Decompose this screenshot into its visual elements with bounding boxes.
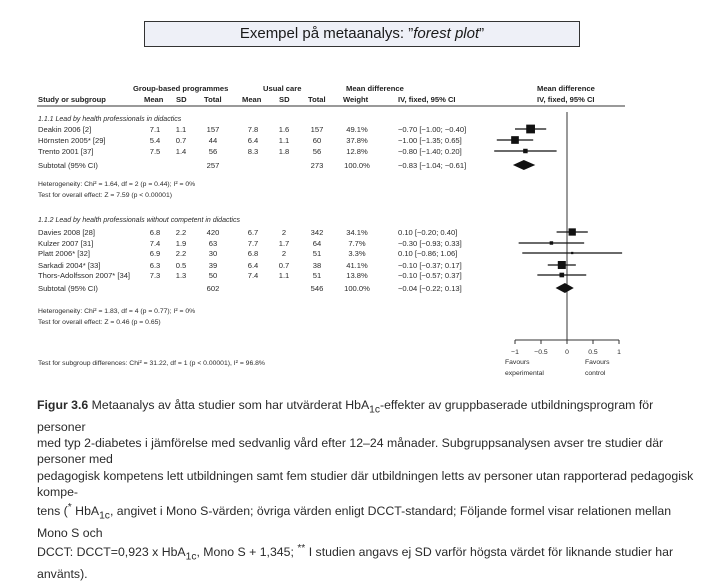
favours-control-label-2: control (585, 370, 606, 377)
cell-study: Davies 2008 [28] (38, 228, 95, 237)
cell-sd2: 1.6 (278, 125, 290, 134)
cell-weight: 100.0% (344, 284, 370, 293)
cell-sd1: 0.7 (175, 136, 187, 145)
caption-sub-2: 1c (99, 510, 110, 522)
effect-square (569, 228, 576, 235)
title-italic: forest plot (413, 25, 480, 42)
cell-m1: 6.8 (149, 228, 161, 237)
cell-n1: 44 (208, 136, 218, 145)
figure-caption (37, 397, 697, 583)
subgroup-1-overall: Test for overall effect: Z = 7.59 (p < 0.00001) (38, 192, 172, 199)
cell-sd1: 1.4 (175, 147, 187, 156)
cell-sd1: 2.2 (175, 249, 187, 258)
col-total1: Total (204, 95, 222, 104)
cell-n1: 50 (208, 271, 218, 280)
subgroup-2-label: 1.1.2 Lead by health professionals without competent in didactics (38, 217, 240, 224)
favours-experimental-label-2: experimental (505, 370, 544, 377)
cell-m2: 6.7 (247, 228, 259, 237)
cell-m2: 7.4 (247, 271, 259, 280)
cell-weight: 7.7% (348, 239, 366, 248)
caption-l0: Metaanalys av åtta studier som har utvärderat HbA (91, 398, 370, 412)
subgroup-2-overall: Test for overall effect: Z = 0.46 (p = 0.65) (38, 319, 161, 326)
cell-m1: 7.3 (149, 271, 161, 280)
cell-n1: 56 (208, 147, 218, 156)
cell-sd2: 1.1 (278, 136, 290, 145)
cell-ci: −0.10 [−0.57; 0.37] (398, 271, 462, 280)
cell-n2: 51 (312, 249, 322, 258)
cell-study: Deakin 2006 [2] (38, 125, 92, 134)
cell-m1: 6.3 (149, 261, 161, 270)
cell-sd2: 1.7 (278, 239, 290, 248)
summary-diamond (556, 283, 574, 293)
cell-ci: −0.70 [−1.00; −0.40] (398, 125, 467, 134)
cell-n1: 30 (208, 249, 218, 258)
cell-n1: 63 (208, 239, 218, 248)
cell-weight: 12.8% (346, 147, 368, 156)
cell-study: Thors-Adolfsson 2007* [34] (38, 271, 131, 280)
cell-n2: 60 (312, 136, 322, 145)
cell-sd1: 1.1 (175, 125, 187, 134)
cell-n1: 257 (206, 161, 220, 170)
caption-double-star: ** (297, 543, 306, 555)
caption-l5: HbA (71, 504, 100, 519)
cell-weight: 13.8% (346, 271, 368, 280)
subgroup-1-label: 1.1.1 Lead by health professionals in didactics (38, 116, 182, 123)
cell-ci: 0.10 [−0.86; 1.06] (398, 249, 458, 258)
caption-l3: pedagogisk kompetens lett utbildningen samt fem studier där utbildningen letts av personer utan rapporterad pedagogisk kompe- (37, 468, 694, 499)
cell-ci: −1.00 [−1.35; 0.65] (398, 136, 462, 145)
col-sd2: SD (279, 95, 290, 104)
cell-study: Kulzer 2007 [31] (38, 239, 94, 248)
effect-square (550, 241, 553, 244)
effect-square (571, 252, 573, 254)
col-mean1: Mean (144, 95, 164, 104)
subgroup-1-heterogeneity: Heterogeneity: Chi² = 1.64, df = 2 (p = 0.44); I² = 0% (38, 181, 196, 188)
cell-weight: 100.0% (344, 161, 370, 170)
header-mean-diff-plot: Mean difference (537, 84, 595, 93)
favours-control-label: Favours (585, 359, 610, 366)
cell-study: Subtotal (95% CI) (38, 161, 98, 170)
header-group-based: Group-based programmes (133, 84, 229, 93)
cell-sd1: 2.2 (175, 228, 187, 237)
cell-n2: 64 (312, 239, 322, 248)
title-suffix: ” (479, 25, 485, 42)
cell-sd2: 2 (281, 249, 287, 258)
col-study: Study or subgroup (38, 95, 106, 104)
cell-n2: 157 (310, 125, 324, 134)
subgroup-2-heterogeneity: Heterogeneity: Chi² = 1.83, df = 4 (p = 0.77); I² = 0% (38, 308, 196, 315)
cell-sd2: 2 (281, 228, 287, 237)
col-ci-plot: IV, fixed, 95% CI (537, 95, 595, 104)
cell-n1: 157 (206, 125, 220, 134)
caption-l7: DCCT: DCCT=0,923 x HbA (37, 545, 186, 560)
caption-sub-1: 1c (369, 404, 380, 416)
cell-ci: −0.30 [−0.93; 0.33] (398, 239, 462, 248)
caption-l9: I studien angavs ej SD varför högsta värdet för liknande studier har använts). (37, 545, 674, 582)
caption-l4: tens ( (37, 504, 68, 519)
cell-study: Sarkadi 2004* [33] (38, 261, 101, 270)
cell-sd2: 1.8 (278, 147, 290, 156)
x-tick-label: 0.5 (588, 349, 598, 356)
cell-m1: 7.5 (149, 147, 161, 156)
cell-weight: 34.1% (346, 228, 368, 237)
effect-square (511, 136, 519, 144)
col-mean2: Mean (242, 95, 262, 104)
caption-l2: med typ 2-diabetes i jämförelse med sedvanlig vård efter 12–24 månader. Subgruppsanalysen avser tre studier där personer med (37, 436, 664, 467)
title-prefix: Exempel på metaanalys: ” (239, 25, 414, 42)
cell-n1: 39 (208, 261, 218, 270)
cell-sd2: 0.7 (278, 261, 290, 270)
caption-star: * (67, 502, 72, 514)
cell-n2: 342 (310, 228, 324, 237)
cell-m1: 6.9 (149, 249, 161, 258)
cell-m2: 6.8 (247, 249, 259, 258)
cell-sd2: 1.1 (278, 271, 290, 280)
subgroup-2-rows (38, 228, 462, 293)
cell-m2: 8.3 (247, 147, 259, 156)
x-tick-label: −0.5 (534, 349, 548, 356)
cell-m2: 7.7 (247, 239, 259, 248)
col-sd1: SD (176, 95, 187, 104)
cell-weight: 49.1% (346, 125, 368, 134)
cell-study: Hörnsten 2005* [29] (38, 136, 106, 145)
cell-sd1: 0.5 (175, 261, 187, 270)
header-usual-care: Usual care (263, 84, 302, 93)
caption-l8: , Mono S + 1,345; (196, 545, 298, 560)
col-weight: Weight (343, 95, 369, 104)
cell-n2: 273 (310, 161, 324, 170)
cell-ci: −0.83 [−1.04; −0.61] (398, 161, 467, 170)
favours-experimental-label: Favours (505, 359, 530, 366)
cell-ci: −0.10 [−0.37; 0.17] (398, 261, 462, 270)
effect-square (559, 273, 564, 278)
effect-square (558, 261, 566, 269)
cell-ci: −0.80 [−1.40; 0.20] (398, 147, 462, 156)
cell-n2: 546 (310, 284, 324, 293)
cell-study: Trento 2001 [37] (38, 147, 94, 156)
cell-study: Subtotal (95% CI) (38, 284, 98, 293)
cell-m1: 5.4 (149, 136, 161, 145)
cell-sd1: 1.3 (175, 271, 187, 280)
x-tick-label: 1 (617, 349, 621, 356)
cell-m1: 7.1 (149, 125, 161, 134)
cell-n2: 51 (312, 271, 322, 280)
effect-square (523, 149, 527, 153)
summary-diamond (513, 160, 535, 170)
cell-weight: 37.8% (346, 136, 368, 145)
effect-square (526, 125, 535, 134)
caption-fig-label: Figur 3.6 (37, 398, 89, 412)
caption-l6: , angivet i Mono S-värden; övriga värden enligt DCCT-standard; Följande formel visar relationen mellan Mono S och (37, 504, 672, 541)
cell-m2: 7.8 (247, 125, 259, 134)
subgroup-1-rows (38, 125, 466, 170)
caption-l1: -effekter av gruppbaserade utbildningsprogram för personer (37, 398, 654, 434)
cell-study: Platt 2006* [32] (38, 249, 90, 258)
cell-m2: 6.4 (247, 136, 259, 145)
cell-ci: −0.04 [−0.22; 0.13] (398, 284, 462, 293)
col-ci: IV, fixed, 95% CI (398, 95, 456, 104)
cell-n2: 38 (312, 261, 322, 270)
cell-m1: 7.4 (149, 239, 161, 248)
cell-n1: 420 (206, 228, 220, 237)
header-mean-diff: Mean difference (346, 84, 404, 93)
cell-n2: 56 (312, 147, 322, 156)
caption-sub-3: 1c (185, 551, 197, 563)
subgroup-test: Test for subgroup differences: Chi² = 31.22, df = 1 (p < 0.00001), I² = 96.8% (38, 360, 265, 367)
forest-plot (494, 112, 622, 377)
cell-sd1: 1.9 (175, 239, 187, 248)
x-tick-label: −1 (511, 349, 519, 356)
cell-m2: 6.4 (247, 261, 259, 270)
cell-weight: 3.3% (348, 249, 366, 258)
cell-ci: 0.10 [−0.20; 0.40] (398, 228, 458, 237)
x-tick-label: 0 (565, 349, 569, 356)
col-total2: Total (308, 95, 326, 104)
cell-n1: 602 (206, 284, 220, 293)
cell-weight: 41.1% (346, 261, 368, 270)
